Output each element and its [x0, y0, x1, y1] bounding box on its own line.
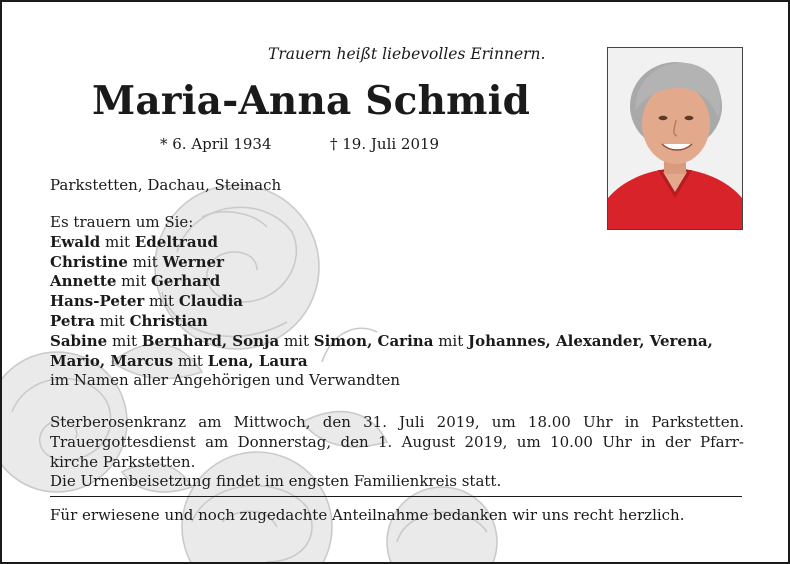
- mourner-connector: mit: [116, 272, 151, 291]
- mourner-connector: mit: [107, 331, 142, 350]
- mourner-line: [50, 332, 750, 352]
- mourner-name: Edeltraud: [134, 232, 218, 251]
- mourner-name: Ewald: [50, 232, 101, 251]
- motto: Trauern heißt liebevolles Erinnern.: [268, 45, 546, 63]
- divider-line: [50, 496, 742, 497]
- mourner-name: Mario, Marcus: [50, 351, 174, 370]
- service-line: Trauergottesdienst am Donnerstag, den 1. August 2019, um 10.00 Uhr in der Pfarr-: [50, 432, 744, 451]
- mourner-name: Werner: [162, 252, 224, 271]
- service-announcements: [50, 413, 744, 492]
- mourner-name: Hans-Peter: [50, 292, 145, 311]
- thanks-text: Für erwiesene und noch zugedachte Anteilnahme bedanken wir uns recht herzlich.: [50, 506, 685, 524]
- mourner-line: [50, 292, 750, 312]
- mourner-name: Annette: [50, 272, 117, 291]
- death-date: † 19. Juli 2019: [330, 135, 440, 153]
- mourners-intro: Es trauern um Sie:: [50, 213, 194, 231]
- mourner-connector: mit: [127, 252, 163, 271]
- mourner-connector: mit: [94, 311, 130, 330]
- mourner-connector: mit: [279, 331, 314, 350]
- service-line: Die Urnenbeisetzung findet im engsten Familienkreis statt.: [50, 472, 502, 491]
- mourner-line: [50, 253, 750, 273]
- mourner-name: Christian: [129, 311, 208, 330]
- mourner-lines: [50, 233, 750, 372]
- service-line: kirche Parkstetten.: [50, 452, 196, 471]
- mourner-name: Petra: [50, 311, 95, 330]
- mourner-name: Christine: [50, 252, 128, 271]
- mourner-name: Simon, Carina: [313, 331, 434, 350]
- mourner-name: Lena, Laura: [207, 351, 308, 370]
- mourner-connector: mit: [144, 292, 179, 311]
- mourner-name: Bernhard, Sonja: [141, 331, 280, 350]
- mourner-line: [50, 352, 750, 372]
- mourner-line: [50, 272, 750, 292]
- mourner-line: [50, 233, 750, 253]
- mourner-line: [50, 312, 750, 332]
- portrait-photo: [607, 47, 743, 230]
- birth-date: * 6. April 1934: [160, 135, 272, 153]
- mourner-connector: mit: [100, 232, 135, 251]
- deceased-name: Maria-Anna Schmid: [92, 78, 531, 124]
- mourner-name: Claudia: [178, 292, 244, 311]
- mourner-name: Gerhard: [151, 272, 221, 291]
- mourner-name: Sabine: [50, 331, 108, 350]
- mourner-name: Johannes, Alexander, Verena,: [468, 331, 713, 350]
- places: Parkstetten, Dachau, Steinach: [50, 176, 282, 194]
- mourners-closing: im Namen aller Angehörigen und Verwandten: [50, 371, 401, 390]
- service-line: Sterberosenkranz am Mittwoch, den 31. Juli 2019, um 18.00 Uhr in Parkstetten.: [50, 413, 744, 431]
- mourner-connector: mit: [433, 331, 469, 350]
- mourners-list: [50, 213, 750, 391]
- mourner-connector: mit: [173, 351, 208, 370]
